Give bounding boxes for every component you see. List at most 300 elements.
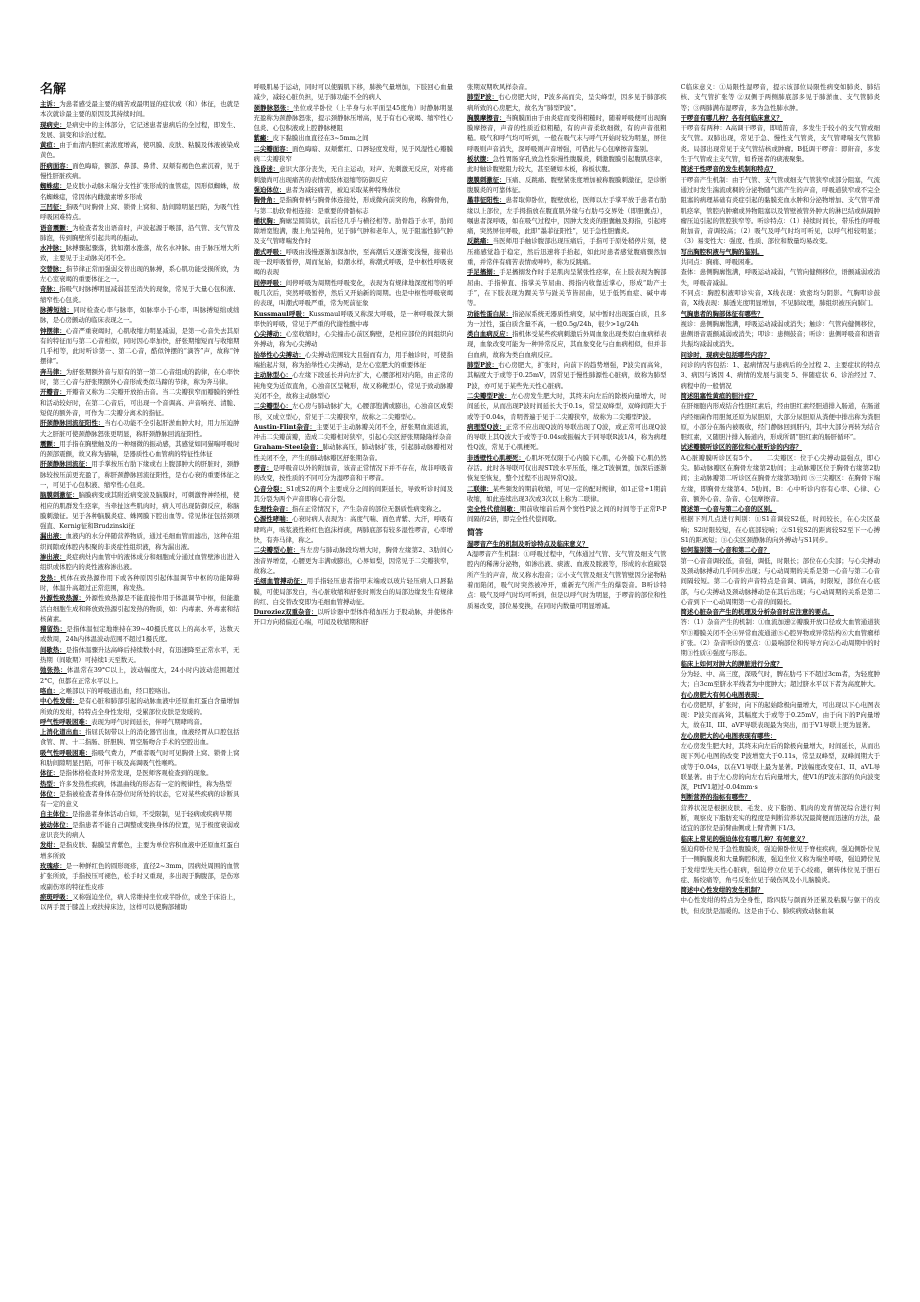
entry-term: 外源性致热源：	[40, 594, 86, 603]
entry-definition: 急性胃肠穿孔致急性弥漫性腹膜炎，刺激腹膜引起腹肌痉挛，此时触诊腹壁阻力较大，甚至硬如木板，称板状腹。	[467, 155, 667, 174]
glossary-entry	[40, 727, 240, 748]
entry-definition: 当胸膜面由于由炎症而变得粗糙时，随着呼吸便可出现胸膜摩擦音，声音的性质近似粗糙，有的声音柔软细微，有的声音很粗糙。吸气和呼气均可听到，一般在吸气末与呼气开始时较为明显，屏住呼吸则声音消失，深呼吸则声音增强，可借此与心包摩擦音鉴别。	[467, 113, 667, 153]
question-heading: 试述瓣膜听诊区的部位和心脏听诊的内容？	[680, 443, 802, 452]
entry-term: 潮式呼吸：	[253, 247, 286, 256]
glossary-entry	[681, 700, 881, 731]
glossary-entry	[467, 195, 667, 236]
entry-definition: 是指皮肤、黏膜呈青紫色，主要为单位容积血液中还原血红蛋白增多所致	[40, 841, 240, 860]
glossary-entry	[40, 686, 240, 696]
glossary-entry	[681, 834, 881, 844]
entry-definition: 手足搐搦发作时手足肌肉呈紧张性痉挛，在上肢表现为腕部屈曲、手指伸直、指掌关节屈曲、拇指内收靠近掌心，形成“助产士手”，在下肢表现为踝关节与趾关节皆屈曲，见于低钙血症、碱中毒等。	[467, 268, 667, 308]
entry-term: 间停呼吸：	[253, 278, 286, 287]
entry-term: 啰音：	[253, 463, 273, 472]
glossary-entry	[40, 624, 240, 645]
question-heading: 问诊时，现病史包括哪些内容？	[680, 350, 770, 359]
entry-definition: S1或S2的两个主要成分之间的间距延长，导致听诊时闻及其分裂为两个声音即称心音分裂。	[253, 484, 453, 503]
entry-term: 功能性蛋白尿：	[467, 309, 513, 318]
entry-definition: 是指体温恒定地维持在39~40摄氏度以上的高水平，达数天或数周，24h内体温波动范围不超过1摄氏度。	[40, 625, 240, 644]
entry-definition: 分为轻、中、高三度，深吸气时，脾在肋弓下不超过3cm者，为轻度肿大；自3cm至脐水平线者为中度肿大；超过脐水平以下者为高度肿大。	[680, 669, 880, 689]
entry-definition: 之喉部以下的呼吸道出血，经口腔咯出。	[59, 686, 175, 695]
glossary-entry	[254, 463, 454, 484]
glossary-entry	[681, 792, 881, 802]
entry-term: 发热：	[40, 573, 60, 582]
entry-definition: 查体：患侧胸廓饱满，呼吸运动减弱，气管向健侧移位，语颤减弱或消失，呼吸音减弱。	[680, 268, 880, 287]
entry-definition: 是皮肤小动脉末端分支性扩张形成的血管痣，因形似蜘蛛，故名蜘蛛痣，常因体内雌激素增多形成	[40, 182, 240, 201]
entry-term: 交替脉：	[40, 264, 66, 273]
entry-term: 奔马律：	[40, 367, 66, 376]
entry-definition: 是指患者身体活动自如，不受限制，见于轻病或疾病早期	[71, 810, 232, 819]
glossary-entry	[681, 164, 881, 174]
glossary-entry	[681, 741, 881, 792]
glossary-entry	[40, 665, 240, 686]
entry-term: 自主体位：	[40, 810, 72, 819]
entry-definition: 间停呼吸为周期性呼吸变化，表现为有规律地深度相等的呼吸几次后，突然呼吸暂停，然后又开始新的周期。也是中枢性呼吸衰竭的表现，叫潮式呼吸严重，常为死前征象	[253, 278, 453, 308]
entry-term: 完全性代偿间歇：	[467, 505, 520, 514]
entry-term: 强迫体位：	[253, 185, 286, 194]
entry-definition: 是指体温骤升达高峰后持续数小时，有迅速降至正常水平，无热期（间歇期）可持续1天至数天。	[40, 645, 240, 665]
entry-definition: 呼吸由浅慢逐渐加深加快，至高潮后又逐渐变浅慢，接着出现一段呼吸暂停，周而复始，似潮水样，称潮式呼吸，是中枢性呼吸衰竭的表现	[253, 247, 453, 277]
entry-definition: 中心性发绀的特点为全身性，除四肢与颜面外还累及粘膜与躯干的皮肤，但皮肤是温暖的。这是由于心、肺疾病致动脉血氧	[680, 896, 880, 915]
entry-term: 胸骨角：	[253, 196, 280, 205]
glossary-entry	[40, 490, 240, 531]
entry-definition: 是一种鲜红色的圆形斑疹，直径2~3mm，因病灶周围的血管扩张所致，手指按压可褪色，松手时又重现，多出现于胸腹部，是伤寒或副伤寒的特征性皮疹	[40, 861, 240, 891]
entry-term: 颈静脉怒张：	[253, 103, 294, 112]
entry-term: 心尖搏动：	[253, 330, 286, 339]
entry-definition: 营养状况是根据皮肤、毛发、皮下脂肪、肌肉的发育情况综合进行判断，观察皮下脂肪充实的程度是判断营养状况最简便而迅速的方法，最适宜的部位是前臂曲侧或上臂背侧下1/3。	[680, 803, 880, 833]
entry-definition: 胸廓呈圆筒状，前后径几乎与横径相等。肋骨趋于水平，肋间隙增宽饱满，腹上角呈钝角，见于肺气肿和老年人，见于阻塞性肺气肿及支气管哮喘发作时	[253, 216, 453, 246]
entry-term: 肝颈静脉回流征阳性：	[40, 419, 105, 428]
entry-definition: 是指胸骨柄与胸骨体连接处，形成微向前突的角，称胸骨角，与第二肋软骨相连接：是重要的骨骼标志	[253, 196, 453, 215]
entry-definition: 肺动脉高压，肺动脉扩张，引起肺动脉瓣相对性关闭不全，产生的肺动脉瓣区舒张期杂音。	[253, 443, 453, 462]
entry-definition: 面色晦暗，额部、鼻部、鼻背、双颊有褐色色素沉着，见于慢性肝脏疾病。	[40, 161, 240, 181]
entry-term: 二尖瓣型心：	[253, 402, 293, 411]
entry-definition: 左心房发生肥大时，其终末向左后的除极向量增大，时间延长，从而出现下列心电图的改变 P波增宽大于0.11s，常呈双峰型，双峰间期大于或等于0.04s，以在V1导联上最为显著。P波幅度改变在I、II、aVL导联显著。由于左心房的向左右后向量增大，使V1的P波末部的负向波变深，PtfV1超过-0.04mm·s	[680, 742, 880, 792]
entry-definition: 体温常在39°C以上，波动幅度大，24小时内波动范围超过2°C，但都在正常水平以上。	[40, 666, 240, 685]
glossary-entry	[40, 820, 240, 841]
entry-term: 心音分裂：	[253, 484, 287, 493]
entry-term: 玫瑰疹：	[40, 861, 66, 870]
section-heading: 简答	[467, 527, 483, 537]
entry-definition: 第一心音音调较低，音强，调低，时限长；部位在心尖部；与心尖搏动及颈动脉搏动几乎同步出现；与心动周期的关系是第一心音与第二心音间隔较短。第二心音的声音特点是音调、调高，时限短，部位在心底部，与心尖搏动及颈动脉搏动是在其后出现；与心动周期的关系是第二心音到下一心动周期第一心音的间隔长。	[680, 556, 880, 606]
column-3	[467, 82, 667, 1262]
entry-definition: Kussmaul呼吸又称深大呼吸，是一种呼吸深大频率快的呼吸，常见于严重的代谢性酸中毒	[253, 309, 453, 328]
glossary-entry	[254, 247, 454, 278]
entry-definition: 为舒张期额外音与原有的第一第二心音组成的韵律，在心率快时，第三心音与舒张期额外心音形成类似马蹄的节律，称为奔马律。	[40, 367, 240, 387]
glossary-entry	[254, 329, 454, 350]
glossary-entry	[681, 617, 881, 658]
entry-term: 奇脉：	[40, 285, 60, 294]
entry-term: 震颤：	[40, 439, 60, 448]
glossary-entry	[681, 247, 881, 257]
entry-definition: 当右心功能不全引起肝淤血肿大时，用力压迫肿大之肝脏可使颈静脉怒张更明显，称肝颈静脉回流征阳性。	[40, 419, 240, 438]
glossary-entry	[681, 350, 881, 360]
glossary-entry	[681, 885, 881, 895]
glossary-entry	[467, 82, 667, 92]
entry-definition: 心室收缩时，心尖撞击心前区胸壁，是相应部位的间组织向外搏动，称为心尖搏动	[253, 330, 453, 349]
glossary-entry	[254, 216, 454, 247]
entry-term: 腹膜刺激征：	[467, 175, 506, 184]
glossary-entry	[681, 309, 881, 319]
glossary-entry	[254, 370, 454, 401]
glossary-entry	[467, 504, 667, 525]
question-heading: 临床上如何对肿大的脾脏进行分度？	[680, 659, 783, 668]
glossary-entry	[40, 696, 240, 717]
glossary-entry	[467, 92, 667, 113]
glossary-entry	[254, 607, 454, 628]
question-heading: 判断营养的指标有哪些？	[680, 793, 751, 802]
entry-term: 语音震颤：	[40, 223, 73, 232]
entry-term: 板状腹：	[467, 155, 493, 164]
entry-definition: 心尖搏动范围较大且强而有力，用手触诊时，可使指端抬起片刻，称为抬举性心尖搏动，是左心室肥大的重要体征	[253, 350, 453, 370]
glossary-entry	[681, 257, 881, 267]
glossary-entry	[254, 185, 454, 195]
glossary-entry	[467, 549, 667, 611]
glossary-entry	[254, 144, 454, 165]
entry-term: 间歇热：	[40, 645, 66, 654]
entry-definition: 心衰时病人表现为：高度气喘、面色青紫、大汗，呼吸有哮鸣声，咳浆液性粉红色泡沫样痰，两肺底部有较多湿性啰音，心率增快，有奔马律，称之。	[253, 515, 453, 545]
entry-definition: A心脏瓣膜听诊区有5个。 二尖瓣区：位于心尖搏动最强点，即心尖。肺动脉瓣区在胸骨左缘第2肋间；主动脉瓣区位于胸骨右缘第2肋间；主动脉瓣第二听诊区在胸骨左缘第3肋间 ⑤三尖瓣区：在胸骨下端左缘，即胸骨左缘第4、5肋间。B：心中听诊内容有心率、心律、心音、额外心音、杂音、心包摩擦音。	[680, 453, 880, 503]
entry-definition: 表现为呼气时间延长，伴呼气期哮鸣音。	[91, 717, 207, 726]
entry-definition: 呼吸肌易于运动，同时可以使膈肌下移，肺换气量增加，下肢回心血量减少，减轻心脏负担，见于肺功能不全的病人	[253, 83, 453, 102]
entry-term: 反跳痛：	[467, 237, 493, 246]
glossary-entry	[681, 504, 881, 514]
glossary-entry	[254, 422, 454, 443]
entry-term: 类白血病反应：	[467, 330, 513, 339]
entry-definition: 当医师用手触诊腹部出现压痛后，手指可于原处稍停片刻，使压痛感觉趋于稳定，然后迅速将手抬起，如此时患者感觉腹痛骤然加重，并常伴有痛苦表情或呻吟，称为反跳痛。	[467, 237, 667, 267]
entry-definition: 指节律正常而强弱交替出现的脉搏，系心肌功能受损所致，为左心室衰竭的重要体征之一。	[40, 264, 240, 284]
entry-term: 脉搏短绌：	[40, 305, 74, 314]
glossary-entry	[40, 161, 240, 182]
entry-definition: 坐位或半卧位（上半身与水平面呈45度角）时静脉明显充盈称为颈静脉怒张，提示颈静脉压增高，见于有右心衰竭、缩窄性心包炎、心包积液或上腔静脉梗阻	[253, 103, 453, 133]
glossary-entry	[467, 267, 667, 308]
question-heading: 如何鉴别第一心音和第二心音？	[680, 546, 770, 555]
glossary-entry	[681, 895, 881, 916]
question-heading: 干啰音有哪几种？各有何临床意义？	[680, 113, 783, 122]
entry-definition: 右心房肥大，扩张时，向前下的趋势增强，P波尖而高耸，其幅度大于或等于0.25mV，因常见于慢性肺源性心脏病，故称为肺型P波，亦可见于某些先天性心脏病。	[467, 361, 667, 390]
entry-definition: 是有心脏和肺部引起的动脉血液中还原血红蛋白含量增加所致的发绀，特特点全身性发绀，受累部位皮肤是发暖的。	[40, 697, 240, 716]
page-title: 名解	[40, 82, 67, 97]
entry-term: 主诉：	[40, 100, 60, 108]
entry-definition: 压痛、反跳痛、腹壁紧张度增加被称腹膜刺激征，是诊断腹膜炎的可靠体征。	[467, 175, 667, 194]
entry-term: 湿啰音产生的机制及听诊特点及临床意义？	[467, 539, 589, 548]
entry-term: 上消化道出血：	[40, 728, 86, 737]
entry-term: 肝病面容：	[40, 161, 73, 170]
entry-definition: 患者取仰卧位，腹壁放松，医师以左手掌平放于患者右肋缘以上部位，左手拇指放在腹直肌外缘与右肋弓交界处（即胆囊点），嘱患者深呼吸，如在吸气过程中，因肿大发炎的胆囊触及拇指，引起疼痛，突然屏住呼吸，此即“墨菲征阳性”，见于急性胆囊炎。	[467, 196, 667, 236]
glossary-entry	[681, 659, 881, 669]
entry-term: 肺型P波：	[467, 361, 499, 370]
entry-definition: 指吸气时脉搏明显减弱甚至消失的现象，常见于大量心包积液、缩窄性心包炎。	[40, 285, 240, 304]
glossary-entry	[467, 329, 667, 360]
entry-definition: 许多发热性疾病，体温曲线的形态有一定的规律性，称为热型	[59, 779, 232, 788]
entry-definition: 为检查者发出语音时，声波起源于喉部，沿气管、支气管及肺泡，传到胸壁所引起共鸣的振动。	[40, 223, 240, 242]
glossary-entry	[681, 607, 881, 617]
glossary-entry	[40, 573, 240, 594]
entry-term: 二联律：	[467, 484, 493, 493]
glossary-entry	[40, 181, 240, 202]
entry-definition: 由于血清内胆红素浓度增高，使巩膜、皮肤、粘膜及体液被染成黄色。	[40, 141, 240, 160]
glossary-entry	[681, 731, 881, 741]
entry-term: 咯血：	[40, 686, 60, 695]
glossary-entry	[40, 531, 240, 552]
glossary-entry	[467, 422, 667, 453]
glossary-entry	[681, 391, 881, 401]
entry-term: 脑膜刺激征：	[40, 491, 79, 500]
glossary-entry	[681, 123, 881, 164]
entry-definition: 心肌坏死仅限于心内膜下心肌，心外膜下心肌仍然存活。此时各导联可仅出现ST段水平压低，继之T波倒置，加深后逐渐恢复至恢复，整个过程不出现异常Q波。	[467, 453, 667, 483]
entry-term: 吸气性呼吸困难：	[40, 748, 92, 757]
entry-definition: 开瓣音又称为二尖瓣开放拍击音。当二尖瓣狭窄而瓣膜的弹性和活动较好时，在第二心音后，可出现一个音调高、声音响亮、清脆、短促的额外音，可作为二尖瓣分离术的指征。	[40, 388, 240, 417]
entry-term: 体位：	[40, 789, 60, 798]
entry-term: 渗出液：	[40, 553, 66, 562]
entry-definition: 为患者感受最主要的痛苦或最明显的症状或（和）体征，也就是本次就诊最主要的原因及其持续时间。	[40, 100, 240, 119]
entry-definition: 干啰音有两种：A高调干啰音，即哨笛音，多发生于较小的支气管或细支气管。双肺出现，常见于急、慢性支气管炎，支气管哮喘支气管肺炎。局部出现常见于支气管结核或肿瘤。B低调干啰音：即鼾音，多发生于气管或主支气管，如昏迷者的痰液聚集。	[680, 124, 880, 164]
glossary-entry	[40, 439, 240, 460]
question-heading: 气胸患者的胸部体征有哪些？	[680, 309, 764, 318]
entry-definition: 患者为减轻痛苦，被迫采取某种特殊体位	[285, 185, 401, 194]
glossary-entry	[40, 284, 240, 305]
glossary-entry	[681, 514, 881, 545]
entry-definition: 同时检查心率与脉率，如脉率小于心率，叫脉搏短绌或绌脉，是心房颤动的临床表现之一。	[40, 305, 240, 325]
glossary-entry	[40, 892, 240, 913]
entry-term: 被动体位：	[40, 820, 73, 829]
entry-term: 中心性发绀：	[40, 697, 79, 706]
entry-definition: 脑膜病变或其附近病变波及脑膜时，可刺激脊神经根，使相应的肌群发生痉挛，当牵扯这些肌肉时，病人可出现防御反应，称脑膜刺激征。见于各种脑膜炎症、蛛网膜下腔出血等。常见体征包括颈项强直、Kernig征和Brudzinski征	[40, 491, 240, 531]
glossary-entry	[40, 264, 240, 285]
entry-term: 黄疸：	[40, 141, 60, 150]
entry-definition: 意识大部分丧失，无自主运动，对声、光刺激无反应，对疼痛刺激尚可出现痛苦的表情或肢体退缩等防御反应	[253, 165, 453, 184]
glossary-entry	[681, 545, 881, 555]
entry-definition: 某些频发的期前收缩，可见一定的配对规律，如1正常+1期前收缩，如此连续出现3次或3次以上称为二联律。	[467, 484, 667, 503]
entry-term: 弛张热：	[40, 666, 67, 675]
column-4	[681, 82, 881, 1262]
entry-definition: 期前收缩前后两个窦性P波之间的时间等于正常P-P间隔的2倍，即完全性代偿间歇。	[467, 505, 667, 524]
entry-term: 体征：	[40, 769, 60, 778]
glossary-entry	[40, 717, 240, 727]
entry-definition: 外源性致热源是不能直接作用于体温调节中枢，但能激活白细胞生成和释放致热源引起发热的物质，如：内毒素、外毒素和结核菌素。	[40, 594, 240, 623]
entry-term: 稽留热：	[40, 625, 67, 634]
entry-definition: 左心房与肺动脉扩大，心腰部饱满或膨出，心浊音区成梨形，又成立型心，常见于二尖瓣狭窄，故称之二尖瓣型心。	[253, 402, 453, 421]
entry-definition: 当左房与肺动脉段均增大时，胸骨左缘第2、3肋间心浊音界增宽，心腰更为丰满或膨出，心界如梨，因常见于二尖瓣狭窄，故称之。	[253, 546, 453, 575]
entry-definition: 机体在致热源作用下或各种原因引起体温调节中枢的功能障碍时，体温升高超过正常范围，称发热。	[40, 573, 240, 592]
glossary-entry	[40, 861, 240, 892]
glossary-entry	[40, 120, 240, 141]
entry-definition: 张期双期吹风样杂音。	[467, 83, 531, 91]
glossary-entry	[254, 82, 454, 103]
entry-definition: 视诊：患侧胸廓饱满，呼吸运动减弱或消失；触诊：气管向健侧移位，患侧语音震颤减弱或消失；叩诊：患侧鼓音；听诊：患侧呼吸音和语音共振均减弱或消失。	[680, 319, 880, 349]
glossary-entry	[40, 202, 240, 223]
glossary-entry	[40, 809, 240, 819]
entry-definition: 指屈氏韧带以上的消化器官出血，血液经胃从口腔包括食管、胃、十二指肠、肝胆胰、胃空肠吻合手术的空腔出血。	[40, 728, 240, 747]
glossary-entry	[40, 418, 240, 439]
glossary-entry	[681, 113, 881, 123]
entry-term: Graham-Steel杂音：	[253, 443, 323, 452]
glossary-entry	[40, 645, 240, 666]
glossary-entry	[467, 309, 667, 330]
entry-definition: 答：（1）杂音产生的机制：①血流加速②瓣膜开放口径或大血管通道狭窄③瓣膜关闭不全④异常血流通道⑤心腔异物或异常结构⑥大血管瘤样扩张。（2）杂音听诊的要点：①最响部位和传导方向②心动周期中的时期③性质④强度与形态。	[680, 618, 880, 658]
glossary-entry	[40, 840, 240, 861]
question-heading: 简述第一心音与第二心音的区别。	[680, 505, 777, 514]
entry-definition: 强迫仰卧位见于急性腹膜炎，强迫俯卧位见于脊柱疾病，强迫侧卧位见于一侧胸膜炎和大量胸腔积液，强迫坐位又称为端坐呼吸，强迫蹲位见于发绀型先天性心脏病，强迫停立位见于心绞痛，辗转体位见于胆石症、肠绞痛等，角弓反张位见于破伤风及小儿脑膜炎。	[680, 844, 880, 884]
entry-term: 呼气性呼吸困难：	[40, 717, 92, 726]
glossary-entry	[254, 164, 454, 185]
entry-term: 现病史：	[40, 120, 66, 129]
question-heading: 左心房肥大的心电图表现有哪些：	[680, 731, 777, 740]
column-2	[254, 82, 454, 1262]
entry-definition: 指在正常情况下，产生杂音的部位无器质性病变称之。	[291, 505, 446, 514]
entry-definition: 指吸气时胸骨上窝、锁骨上窝和、肋间隙明显凹陷，为吸气性呼吸困难特点。	[40, 202, 240, 222]
entry-term: 墨菲征阳性：	[467, 196, 506, 205]
entry-term: Duroziez双重杂音：	[253, 608, 318, 617]
entry-definition: 干啰音产生机制：由于气管、支气管或细支气管狭窄或部分阻塞，气流通过时发生湍流或稠的分泌物随气流产生的声音，呼吸道狭窄或不完全阻塞的病理基础有炎症引起的黏膜充血水肿和分泌物增加、支气管平滑肌痉挛，管腔内肿瘤或异物阻塞以及管壁被管外肿大的淋巴结或纵隔肿瘤压迫引起的管腔狭窄等。听诊特点：（1）持续时间长，带乐性的呼吸附加音，音调较高；（2）吸气及呼气时均可听见，以呼气相较明显；（3）易变性大：强度、性质、部位和数量均易改变。	[680, 175, 880, 246]
entry-definition: 右心房肥大时，P波多高而尖，呈尖峰型，因多见于肺部疾病所致的心房肥大，故名为“肺型P波”。	[467, 93, 667, 112]
glossary-entry	[40, 367, 240, 388]
glossary-entry	[254, 484, 454, 505]
glossary-entry	[467, 484, 667, 505]
entry-definition: 用手指在胸壁触及的一种细微的振动感，其感觉如同猫喘呼吸时的颈部震颤，故又称为猫喘，是器质性心血管病的特征性体征	[40, 439, 240, 459]
entry-definition: 是呼吸音以外的附加音，该音正常情况下并不存在，故非呼吸音的改变，按性质的不同可分为湿啰音和干啰音。	[253, 463, 453, 483]
question-heading: 临床上常见的强迫体位有哪几种？有何意义？	[680, 834, 809, 843]
glossary-entry	[40, 789, 240, 810]
entry-term: Kussmaul呼吸：	[253, 309, 309, 318]
question-heading: 简述中心性发绀的发生机制？	[680, 886, 764, 895]
entry-definition: 又称强迫坐位，病人常维持坐位或半卧位，或坐于床沿上，以两手置于膝盖上或扶持床边，这样可以使胸部辅助	[40, 892, 240, 912]
glossary-entry	[254, 103, 454, 134]
entry-definition: 问诊的内容包括：1、起病情况与患病后的全过程 2、主要症状的特点 3、病因与诱因 4、病情的发展与演变 5、伴随症状 6、诊治经过 7、病程中的一般情况	[680, 361, 880, 390]
entry-definition: 血液内的水分伴随营养物质，通过毛细血管而滤出，这种在组织间隙或体腔内积聚的非炎症性组织液，称为漏出液。	[40, 532, 240, 551]
glossary-entry	[681, 442, 881, 452]
glossary-entry	[681, 690, 881, 700]
entry-definition: 右心房肥厚，扩张时，向下的起始除极向量增大，可出现以下心电图表现：P波尖而高耸，其幅度大于或等于0.25mV，由于向下的P向量增大，故在II、III、aVF导联表现最为突出，而于V1导联上更为显著。	[680, 700, 880, 730]
glossary-entry	[254, 195, 454, 216]
glossary-entry	[254, 133, 454, 143]
question-heading: 简述干性啰音的发生机制和特点？	[680, 165, 777, 174]
entry-term: 漏出液：	[40, 532, 66, 541]
entry-term: 胸膜摩擦音：	[467, 113, 506, 122]
entry-term: 病理型Q波：	[467, 422, 506, 431]
glossary-entry	[254, 442, 454, 463]
glossary-entry	[40, 140, 240, 161]
entry-term: 发绀：	[40, 841, 60, 850]
entry-definition: 正常不应出现Q波的导联出现了Q波，或正常可出现Q波的导联上其Q波大于或等于0.04s或振幅大于同导联R波1/4，称为病理性Q波，常见于心肌梗死。	[467, 422, 667, 452]
glossary-entry	[681, 844, 881, 885]
glossary-entry	[681, 360, 881, 391]
glossary-entry	[40, 305, 240, 326]
glossary-entry	[681, 803, 881, 834]
entry-term: 非透壁性心肌梗死：	[467, 453, 525, 462]
glossary-entry	[467, 236, 667, 267]
entry-definition: 共同点：胸痛、呼吸困难。	[680, 258, 758, 267]
glossary-entry	[40, 99, 240, 120]
entry-definition: 是指患者不能自己调整或变换身体的位置，见于极度衰弱或意识丧失的病人	[40, 820, 240, 840]
entry-term: 桶状胸：	[253, 216, 280, 225]
glossary-entry	[467, 175, 667, 196]
entry-term: 瘀斑呼吸：	[40, 892, 73, 901]
entry-term: 主动脉型心：	[253, 371, 293, 380]
entry-definition: 用手指轻压患者指甲末端或以玻片轻压病人口唇黏膜，可使局部发白，当心脏收缩和舒张时则发白的局部边缘发生有规律的红、白交替改变即为毛细血管搏动征。	[253, 577, 453, 606]
glossary-entry	[40, 223, 240, 244]
glossary-entry	[681, 401, 881, 442]
entry-definition: 不同点：胸腔积液叩诊实音，X线表现：致密均匀阴影。气胸叩诊鼓音，X线表现：肺透光度明显增加，不见肺纹理，肺组织被压向肺门。	[680, 288, 880, 308]
entry-definition: 在肝细胞内形成结合性胆红素后，经由胆红素经胆道排入肠道，在肠道内经细菌作用胆氮还原为尿胆原，大部分尿胆原从粪便中排出称为粪胆原，小部分在肠内被吸收，经门静脉回到肝内，其中大部分再转为结合胆红素，又随胆汁排入肠道内，形成所谓“胆红素的肠肝循环”。	[680, 402, 880, 442]
entry-term: 热型：	[40, 779, 60, 788]
glossary-page	[40, 82, 880, 1262]
glossary-entry	[681, 319, 881, 350]
glossary-entry	[254, 545, 454, 576]
entry-term: 毛细血管搏动征：	[253, 577, 307, 586]
entry-definition: 是指体格检查时异常发现，是医师客观检查到的现象。	[59, 769, 213, 778]
entry-definition: C临床意义：①局限性湿啰音，提示该部位局限性病变如肺炎、肺结核、支气管扩张等 ②双侧于两侧肺底部多见于肺淤血、支气管肺炎等；③两肺满布湿啰音，多为急性肺水肿。	[680, 83, 880, 112]
glossary-entry	[40, 387, 240, 418]
glossary-entry	[467, 360, 667, 391]
glossary-entry	[40, 326, 240, 367]
entry-term: 抬举性心尖搏动：	[253, 350, 305, 359]
question-heading: 简述阻塞性黄疸的胆汁症？	[680, 391, 758, 400]
glossary-entry	[254, 504, 454, 514]
entry-definition: 指吸气费力，严重者吸气时可见胸骨上窝、锁骨上窝和肋间隙明显凹陷，可伴干咳及高调吸气性喉鸣。	[40, 748, 240, 767]
glossary-entry	[40, 459, 240, 490]
entry-term: 开瓣音：	[40, 388, 66, 397]
glossary-entry	[40, 243, 240, 264]
entry-definition: 用手掌按压右肋下缘或右上腹部肿大的肝脏时，颈静脉较按压前更充盈了，称肝颈静脉回流征阳性，是右心衰的重要体征之一，可见于心包积液、缩窄性心包炎。	[40, 460, 240, 489]
glossary-entry	[40, 779, 240, 789]
entry-definition: 皮下黏膜出血直径在3~5mm之间	[272, 134, 369, 143]
glossary-entry	[254, 401, 454, 422]
entry-definition: 心音严重衰竭时，心肌收缩力明显减弱，是第一心音失去其原有的特征而与第二心音相似，同时因心率加快，舒张期缩短而与收缩期几乎相等，此时听诊第一、第二心音，酷似钟摆的“滴答”声，故称“钟摆律”。	[40, 326, 240, 366]
glossary-entry	[467, 453, 667, 484]
entry-definition: 主要见于主动脉瓣关闭不全，舒张期血流返流，冲击二尖瓣前瓣，造成二尖瓣相对狭窄，引起心尖区舒张期隆隆样杂音	[253, 422, 453, 442]
entry-term: 二尖瓣型P波：	[467, 391, 511, 400]
entry-definition: 指机体受某些疾病刺激后外周血象出现类似白血病样表现，血象改变可能为一种异常反应，其血象变化与白血病相似，但并非白血病，故称为类白血病反应。	[467, 330, 667, 359]
glossary-entry	[681, 288, 881, 309]
entry-term: 生理性杂音：	[253, 505, 292, 514]
entry-term: 肝颈静脉回流征：	[40, 460, 92, 469]
entry-term: 二尖瓣型心脏：	[253, 546, 300, 555]
question-heading: 简述心脏杂音产生的机理及分析杂音时应注意的要点。	[680, 608, 834, 617]
glossary-entry	[681, 556, 881, 607]
glossary-entry	[254, 350, 454, 371]
entry-definition: 心左缘下段延长并向左扩大，心腰部相对内陷，由正常的钝角变为近似直角，心浊音区呈靴形，故又称靴型心，常见于致动脉瓣关闭不全，故称主动脉型心	[253, 371, 453, 400]
entry-term: 肺型P波：	[467, 93, 499, 102]
glossary-entry	[40, 552, 240, 573]
entry-term: 浅昏迷：	[253, 165, 280, 174]
glossary-entry	[467, 391, 667, 422]
glossary-entry	[681, 82, 881, 113]
entry-definition: A湿啰音产生机制：①呼吸过程中，气体通过气管、支气管及细支气管腔内的稀薄分泌物，如渗出液、痰液、血液及脓液等，形成的水泡破裂所产生的声音，故又称水泡音；②小支气管及细支气管管壁因分泌物粘着而陷闭，吸气时突然被冲开，重新充气所产生的爆裂音。B听诊特点：吸气及呼气时均可听到，但是以呼气时为明显，于啰音的部位和性质易改变，部位易变换，在同时内数量可明显增减。	[467, 550, 667, 610]
glossary-entry	[681, 267, 881, 288]
glossary-entry	[254, 309, 454, 330]
entry-definition: 是指被检查者身体在卧位时所处的状态，它对某些疾病的诊断具有一定的意义	[40, 789, 240, 809]
entry-definition: 炎症病灶内血管中的液体成分和细胞成分通过血管壁渗出进入组织或体腔内的炎性液称渗出液。	[40, 553, 240, 572]
glossary-entry	[254, 278, 454, 309]
entry-term: 二尖瓣面容：	[253, 144, 293, 153]
glossary-entry	[467, 539, 667, 549]
entry-term: 紫癜：	[253, 134, 273, 143]
entry-definition: 指泌尿系统无器质性病变，尿中暂时出现蛋白质，且多为一过性，蛋白质含量不高，一般0.5g/24h，很少>1g/24h	[467, 309, 667, 328]
column-1	[40, 82, 240, 1262]
glossary-entry	[467, 154, 667, 175]
entry-definition: 面色晦暗、双颊紫红、口唇轻度发绀，见于风湿性心瓣膜病二尖瓣狭窄	[253, 144, 453, 164]
entry-term: 钟摆律：	[40, 326, 66, 335]
glossary-entry	[40, 593, 240, 624]
glossary-entry	[40, 768, 240, 778]
entry-term: Austin-Flint杂音：	[253, 422, 317, 431]
entry-term: 蜘蛛痣：	[40, 182, 66, 191]
question-heading: 写出胸腔积液与气胸的鉴别。	[680, 247, 764, 256]
glossary-entry	[681, 669, 881, 690]
entry-term: 三凹征：	[40, 202, 66, 211]
glossary-entry	[254, 514, 454, 545]
entry-definition: 以听诊器中型体件稍加压力于股动脉，并使体件开口方向稍偏近心端，可闻及收缩期和舒	[253, 608, 453, 627]
